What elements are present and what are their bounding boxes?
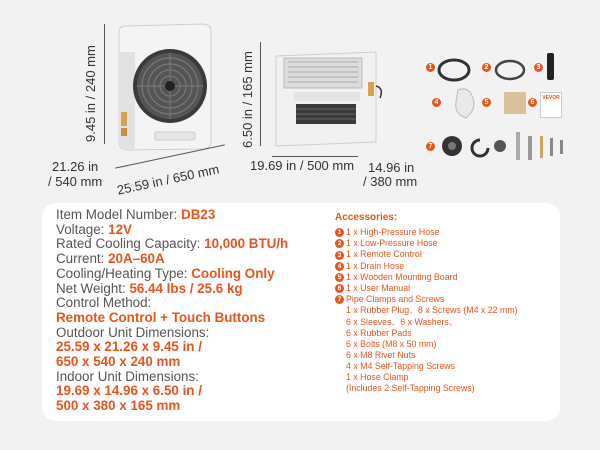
user-manual-icon: VEVOR: [540, 92, 562, 118]
indoor-depth-mm-label: / 380 mm: [363, 174, 418, 189]
accessory-item-text: 1 x User Manual: [346, 283, 411, 294]
accessory-item-text: 1 x Remote Control: [346, 249, 422, 260]
indoor-unit-image: [272, 42, 382, 154]
spec-capacity: [56, 237, 326, 252]
spec-current-value: 20A–60A: [108, 251, 165, 267]
spec-list: [56, 208, 326, 414]
accessories-title: Accessories:: [335, 212, 398, 223]
part-badge-5: 5: [482, 98, 491, 107]
accessory-number-badge: 1: [335, 228, 344, 237]
spec-indoor-value-2: 500 x 380 x 165 mm: [56, 398, 181, 414]
accessory-item-text: Pipe Clamps and Screws: [346, 294, 445, 305]
accessory-item: [335, 283, 560, 294]
spec-model-value: DB23: [181, 207, 216, 222]
spec-control-value: Remote Control + Touch Buttons: [56, 309, 266, 325]
spec-voltage-value: 12V: [108, 221, 132, 237]
accessory-item-text: 1 x High-Pressure Hose: [346, 227, 440, 237]
accessory-number-badge: 3: [335, 251, 344, 260]
spec-capacity-label: Rated Cooling Capacity:: [56, 236, 205, 252]
part-badge-4: 4: [432, 98, 441, 107]
mounting-board-icon: [504, 92, 526, 114]
part-badge-3: 3: [534, 63, 543, 72]
clamps-and-screws-icon: [436, 130, 586, 168]
spec-weight-label: Net Weight:: [56, 280, 130, 296]
low-pressure-hose-icon: [490, 55, 530, 85]
remote-control-icon: [544, 52, 558, 82]
accessory-parts-image: [420, 50, 590, 170]
outdoor-height-label: 9.45 in / 240 mm: [83, 45, 98, 142]
outdoor-unit-image: [115, 22, 215, 152]
accessory-sub-item: 4 x M4 Self-Tapping Screws: [346, 360, 456, 371]
accessory-sub-item: 6 x Rubber Pads: [346, 327, 412, 338]
part-badge-7: 7: [426, 142, 435, 151]
outdoor-depth-in-label: 21.26 in: [52, 159, 99, 174]
part-badge-6: 6: [528, 98, 537, 107]
accessory-item-text: 1 x Wooden Mounting Board: [346, 271, 458, 282]
accessory-item: [335, 227, 560, 238]
high-pressure-hose-icon: [434, 55, 474, 85]
spec-outdoor-value-2: 650 x 540 x 240 mm: [56, 354, 181, 370]
accessory-sub-item: (Includes 2 Self-Tapping Screws): [346, 383, 475, 394]
spec-current: [56, 252, 326, 267]
outdoor-depth-mm-label: / 540 mm: [48, 174, 103, 189]
spec-model: [56, 208, 326, 223]
accessory-sub-item: 6 x Bolts (M8 x 50 mm): [346, 338, 437, 349]
part-badge-2: 2: [482, 63, 491, 72]
accessory-item: [335, 261, 560, 272]
spec-voltage: [56, 223, 326, 238]
accessory-sub-item: 6 x Sleeves、6 x Washers、: [346, 316, 458, 327]
spec-mode: [56, 267, 326, 282]
accessory-item: [335, 249, 560, 260]
spec-outdoor-value-1: 25.59 x 21.26 x 9.45 in /: [56, 339, 202, 355]
spec-model-label: Item Model Number:: [56, 207, 182, 222]
indoor-height-label: 6.50 in / 165 mm: [240, 51, 255, 148]
indoor-width-label: 19.69 in / 500 mm: [250, 158, 355, 173]
spec-control-label: Control Method:: [56, 295, 152, 311]
spec-capacity-value: 10,000 BTU/h: [204, 236, 289, 252]
accessory-item-text: 1 x Drain Hose: [346, 260, 405, 271]
spec-indoor-value-1: 19.69 x 14.96 x 6.50 in /: [56, 383, 202, 399]
accessory-item: [335, 272, 560, 283]
spec-voltage-label: Voltage:: [56, 221, 109, 237]
part-badge-1: 1: [426, 63, 435, 72]
spec-outdoor-label: Outdoor Unit Dimensions:: [56, 324, 210, 340]
spec-indoor-label: Indoor Unit Dimensions:: [56, 368, 199, 384]
accessories-list: [335, 212, 560, 394]
accessory-number-badge: 2: [335, 239, 344, 248]
accessory-number-badge: 4: [335, 262, 344, 271]
accessory-sub-item: 6 x M8 Rivet Nuts: [346, 349, 416, 360]
spec-weight: [56, 282, 326, 297]
spec-mode-label: Cooling/Heating Type:: [56, 265, 192, 281]
spec-current-label: Current:: [56, 251, 109, 267]
accessory-number-badge: 5: [335, 273, 344, 282]
accessory-sub-item: 1 x Rubber Plug、8 x Screws (M4 x 22 mm): [346, 305, 518, 316]
accessory-item: [335, 294, 560, 305]
spec-weight-value: 56.44 lbs / 25.6 kg: [129, 280, 243, 296]
accessory-number-badge: 7: [335, 295, 344, 304]
indoor-depth-in-label: 14.96 in: [368, 160, 415, 175]
accessory-number-badge: 6: [335, 284, 344, 293]
drain-hose-icon: [450, 86, 480, 120]
accessory-item-text: 1 x Low-Pressure Hose: [346, 238, 438, 249]
accessory-item: [335, 238, 560, 249]
accessory-sub-item: 1 x Hose Clamp: [346, 371, 409, 382]
spec-mode-value: Cooling Only: [191, 265, 275, 281]
outdoor-width-label: 25.59 in / 650 mm: [115, 161, 221, 198]
